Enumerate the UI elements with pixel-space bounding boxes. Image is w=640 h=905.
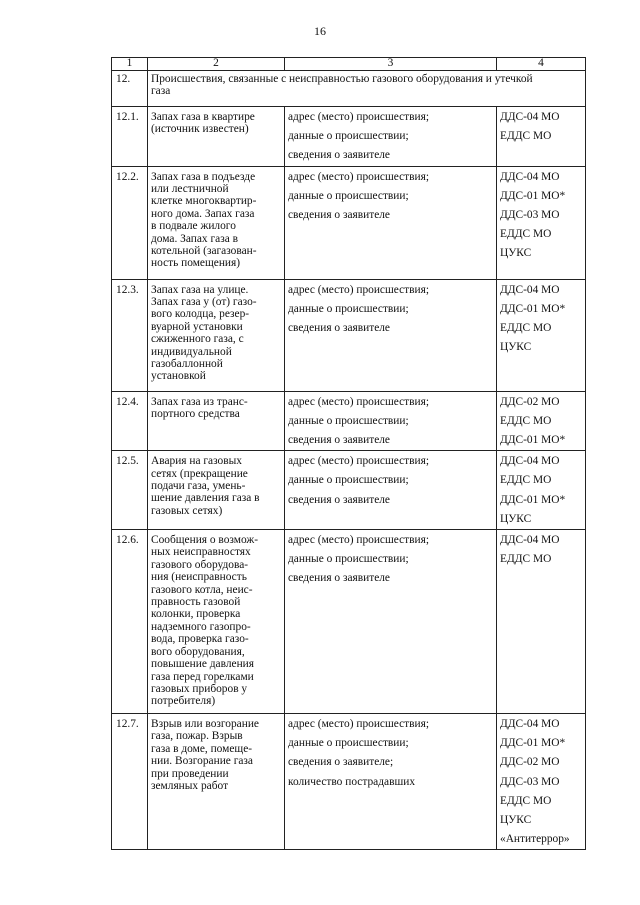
required-info-item: сведения о заявителе: [288, 322, 390, 335]
row-number: 12.1.: [112, 107, 148, 167]
incident-name: [148, 714, 285, 850]
required-info: [285, 166, 497, 279]
incident-name-line: газовых приборов у: [151, 682, 248, 695]
incident-name-line: Запах газа из транс-: [151, 395, 248, 408]
service-item: ДДС-01 МО*: [500, 737, 566, 750]
column-header-3: 3: [285, 58, 497, 71]
required-info-item: данные о происшествии;: [288, 302, 409, 315]
incident-name-line: газа, пожар. Взрыв: [151, 730, 243, 743]
required-info: [285, 530, 497, 714]
section-number: 12.: [112, 71, 148, 107]
column-header-2: 2: [148, 58, 285, 71]
incident-name: [148, 530, 285, 714]
incident-name: [148, 391, 285, 451]
incident-name-line: потребителя): [151, 695, 216, 708]
incident-name-line: портного средства: [151, 408, 240, 421]
incident-name-line: (источник известен): [151, 123, 249, 136]
required-info-item: сведения о заявителе: [288, 209, 390, 222]
column-header-row: [112, 58, 586, 71]
required-info-item: сведения о заявителе: [288, 149, 390, 162]
incident-name-line: при проведении: [151, 767, 229, 780]
responsible-services: [497, 714, 586, 850]
incident-name-line: газа в доме, помеще-: [151, 742, 253, 755]
incident-name-line: в подвале жилого: [151, 220, 236, 233]
incident-name-line: газового оборудова-: [151, 558, 249, 571]
incident-name-line: вуарной установки: [151, 320, 243, 333]
incident-name-line: Авария на газовых: [151, 455, 242, 468]
incident-name: [148, 107, 285, 167]
incident-name-line: дома. Запах газа в: [151, 232, 238, 245]
required-info: [285, 107, 497, 167]
required-info-item: адрес (место) происшествия;: [288, 534, 430, 547]
required-info-item: сведения о заявителе;: [288, 756, 394, 769]
required-info-item: адрес (место) происшествия;: [288, 111, 430, 123]
service-item: ДДС-01 МО*: [500, 302, 566, 315]
table-row: [112, 530, 586, 714]
service-item: ДДС-01 МО*: [500, 189, 566, 202]
incident-name-line: ных неисправностях: [151, 546, 251, 559]
section-title: [148, 71, 586, 107]
incident-name-line: вого оборудования,: [151, 645, 245, 658]
incident-name-line: правность газовой: [151, 596, 241, 609]
row-number: 12.3.: [112, 279, 148, 391]
incident-name-line: котельной (загазован-: [151, 245, 257, 258]
incident-name-line: сетях (прекращение: [151, 467, 248, 480]
incident-name-line: вода, проверка газо-: [151, 633, 249, 646]
incident-name-line: или лестничной: [151, 183, 229, 196]
column-header-4: 4: [497, 58, 586, 71]
incident-name: [148, 451, 285, 530]
service-item: ЕДДС МО: [500, 130, 552, 143]
required-info-item: адрес (место) происшествия;: [288, 170, 430, 183]
row-number: 12.5.: [112, 451, 148, 530]
table-row: [112, 107, 586, 167]
service-item: «Антитеррор»: [500, 833, 570, 846]
incident-name-line: газового котла, неис-: [151, 583, 253, 596]
column-header-1: 1: [112, 58, 148, 71]
incident-name-line: индивидуальной: [151, 345, 232, 358]
table-row: [112, 166, 586, 279]
incident-name-line: земляных работ: [151, 780, 229, 793]
responsible-services: [497, 166, 586, 279]
required-info-item: данные о происшествии;: [288, 474, 409, 487]
section-row: [112, 71, 586, 107]
required-info-item: данные о происшествии;: [288, 553, 409, 566]
incident-name-line: Запах газа в квартире: [151, 111, 255, 123]
incident-name-line: сжиженного газа, с: [151, 333, 244, 346]
service-item: ДДС-02 МО: [500, 756, 560, 769]
service-item: ЕДДС МО: [500, 474, 552, 487]
row-number: 12.2.: [112, 166, 148, 279]
service-item: ДДС-04 МО: [500, 455, 560, 468]
incident-name-line: повышение давления: [151, 658, 254, 671]
incident-name-line: шение давления газа в: [151, 492, 260, 505]
table-row: [112, 279, 586, 391]
service-item: ЦУКС: [500, 341, 532, 354]
responsible-services: [497, 107, 586, 167]
table-row: [112, 451, 586, 530]
incident-name-line: газобаллонной: [151, 358, 223, 371]
incident-name-line: Взрыв или возгорание: [151, 718, 259, 731]
service-item: ДДС-01 МО*: [500, 493, 566, 506]
service-item: ДДС-04 МО: [500, 718, 560, 731]
required-info-item: количество пострадавших: [288, 775, 416, 788]
incident-name-line: нии. Возгорание газа: [151, 755, 253, 768]
incident-name-line: ность помещения): [151, 257, 241, 270]
incident-name-line: установкой: [151, 370, 206, 383]
required-info-item: сведения о заявителе: [288, 434, 390, 447]
service-item: ЦУКС: [500, 247, 532, 260]
incident-name-line: подачи газа, умень-: [151, 480, 246, 493]
section-title-line: газа: [151, 85, 171, 98]
incident-name-line: Запах газа в подъезде: [151, 170, 256, 183]
required-info: [285, 714, 497, 850]
page-number: 16: [314, 24, 326, 38]
required-info-item: данные о происшествии;: [288, 414, 409, 427]
required-info-item: адрес (место) происшествия;: [288, 395, 430, 408]
service-item: ДДС-01 МО*: [500, 434, 566, 447]
required-info: [285, 391, 497, 451]
service-item: ДДС-04 МО: [500, 111, 560, 123]
service-item: ДДС-04 МО: [500, 534, 560, 547]
service-item: ДДС-04 МО: [500, 283, 560, 296]
required-info-item: адрес (место) происшествия;: [288, 718, 430, 731]
service-item: ЕДДС МО: [500, 322, 552, 335]
table-row: [112, 391, 586, 451]
required-info-item: данные о происшествии;: [288, 737, 409, 750]
responsible-services: [497, 530, 586, 714]
responsible-services: [497, 391, 586, 451]
service-item: ЦУКС: [500, 814, 532, 827]
row-number: 12.7.: [112, 714, 148, 850]
service-item: ДДС-04 МО: [500, 170, 560, 183]
required-info: [285, 279, 497, 391]
incident-name-line: ного дома. Запах газа: [151, 207, 255, 220]
required-info-item: данные о происшествии;: [288, 130, 409, 143]
required-info-item: адрес (место) происшествия;: [288, 455, 430, 468]
incident-table: [111, 57, 586, 850]
required-info: [285, 451, 497, 530]
incident-name-line: Сообщения о возмож-: [151, 534, 259, 547]
service-item: ЕДДС МО: [500, 414, 552, 427]
service-item: ЕДДС МО: [500, 794, 552, 807]
service-item: ЕДДС МО: [500, 228, 552, 241]
incident-name: [148, 279, 285, 391]
incident-name-line: газовых сетях): [151, 504, 223, 517]
required-info-item: данные о происшествии;: [288, 189, 409, 202]
required-info-item: сведения о заявителе: [288, 572, 390, 585]
incident-name-line: ния (неисправность: [151, 571, 247, 584]
service-item: ЕДДС МО: [500, 553, 552, 566]
table-row: [112, 714, 586, 850]
incident-name-line: газа перед горелками: [151, 670, 254, 683]
responsible-services: [497, 451, 586, 530]
incident-name-line: надземного газопро-: [151, 620, 251, 633]
row-number: 12.4.: [112, 391, 148, 451]
responsible-services: [497, 279, 586, 391]
incident-name-line: клетке многоквартир-: [151, 195, 257, 208]
service-item: ДДС-02 МО: [500, 395, 560, 408]
incident-name-line: Запах газа на улице.: [151, 283, 249, 296]
service-item: ДДС-03 МО: [500, 209, 560, 222]
section-title-line: Происшествия, связанные с неисправностью газового оборудования и утечкой: [151, 73, 533, 85]
incident-name-line: Запах газа у (от) газо-: [151, 296, 257, 309]
required-info-item: адрес (место) происшествия;: [288, 283, 430, 296]
incident-name-line: вого колодца, резер-: [151, 308, 250, 321]
service-item: ДДС-03 МО: [500, 775, 560, 788]
required-info-item: сведения о заявителе: [288, 493, 390, 506]
service-item: ЦУКС: [500, 512, 532, 525]
incident-name-line: колонки, проверка: [151, 608, 241, 621]
row-number: 12.6.: [112, 530, 148, 714]
incident-name: [148, 166, 285, 279]
